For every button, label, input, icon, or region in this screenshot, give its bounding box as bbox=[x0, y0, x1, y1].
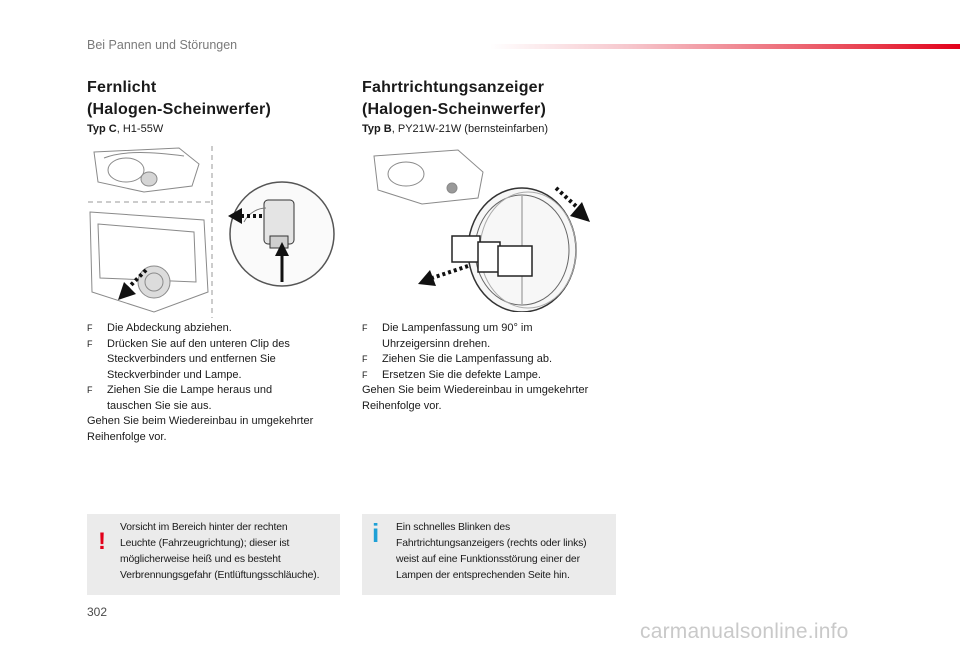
notice-line: Verbrennungsgefahr (Entlüftungsschläuche). bbox=[120, 570, 320, 581]
step-text: Ziehen Sie die Lampenfassung ab. bbox=[382, 353, 553, 365]
headlamp-outline-top bbox=[94, 148, 199, 192]
step-text: tauschen Sie sie aus. bbox=[107, 399, 212, 412]
step-text: Drücken Sie auf den unteren Clip des bbox=[107, 337, 290, 350]
instruction-list bbox=[87, 321, 337, 445]
title-line: Fernlicht bbox=[87, 79, 157, 96]
headlamp-outline-bottom bbox=[90, 212, 208, 312]
warning-notice bbox=[87, 514, 340, 595]
step-text: Ersetzen Sie die defekte Lampe. bbox=[382, 368, 541, 381]
lamp-type-label: Typ B bbox=[362, 123, 392, 135]
bullet-icon: F bbox=[362, 354, 368, 364]
notice-line: weist auf eine Funktionsstörung einer der bbox=[396, 554, 580, 565]
instruction-step bbox=[87, 337, 337, 384]
warning-exclamation-icon: ! bbox=[98, 528, 106, 555]
title-line: (Halogen-Scheinwerfer) bbox=[87, 101, 271, 118]
step-text: Steckverbinder und Lampe. bbox=[107, 368, 242, 381]
instruction-step bbox=[362, 321, 612, 352]
notice-line: Leuchte (Fahrzeugrichtung); dieser ist bbox=[120, 538, 290, 549]
page-number: 302 bbox=[87, 605, 108, 619]
pull-out-arrow-icon bbox=[418, 266, 468, 286]
turn-signal-bulb-illustration bbox=[368, 142, 618, 312]
bullet-icon: F bbox=[87, 338, 93, 349]
step-text: Uhrzeigersinn drehen. bbox=[382, 337, 491, 350]
notice-text bbox=[396, 520, 614, 584]
info-notice bbox=[362, 514, 616, 595]
step-text: Steckverbinders und entfernen Sie bbox=[107, 353, 276, 365]
notice-line: Fahrtrichtungsanzeigers (rechts oder links) bbox=[396, 538, 587, 549]
bullet-icon: F bbox=[87, 385, 93, 395]
lamp-type-value: , H1-55W bbox=[116, 123, 164, 135]
instruction-step bbox=[362, 352, 612, 368]
section-title-high-beam bbox=[87, 77, 271, 121]
notice-line: Lampen der entsprechenden Seite hin. bbox=[396, 570, 570, 581]
info-i-icon: i bbox=[372, 518, 380, 548]
headlamp-outline bbox=[374, 150, 483, 204]
reassembly-note bbox=[362, 383, 612, 414]
lamp-type-value: , PY21W-21W (bernsteinfarben) bbox=[391, 123, 549, 135]
instruction-step bbox=[87, 383, 337, 414]
instruction-list bbox=[362, 321, 612, 414]
bullet-icon: F bbox=[87, 323, 93, 333]
bullet-icon: F bbox=[362, 323, 368, 333]
reassembly-note bbox=[87, 414, 337, 445]
bullet-icon: F bbox=[362, 369, 368, 380]
notice-text bbox=[120, 520, 340, 584]
step-text: Die Lampenfassung um 90° im bbox=[382, 322, 533, 334]
section-title-turn-signal bbox=[362, 77, 546, 121]
title-line: Fahrtrichtungsanzeiger bbox=[362, 79, 545, 96]
notice-line: Vorsicht im Bereich hinter der rechten bbox=[120, 522, 288, 533]
lamp-type-label: Typ C bbox=[87, 123, 117, 135]
note-text: Gehen Sie beim Wiedereinbau in umgekehrter bbox=[87, 415, 314, 427]
instruction-step bbox=[362, 368, 612, 384]
note-text: Reihenfolge vor. bbox=[87, 430, 167, 443]
watermark: carmanualsonline.info bbox=[640, 620, 849, 643]
note-text: Gehen Sie beim Wiedereinbau in umgekehrter bbox=[362, 384, 589, 396]
section-header: Bei Pannen und Störungen bbox=[87, 38, 238, 52]
title-line: (Halogen-Scheinwerfer) bbox=[362, 101, 546, 118]
header-accent-bar bbox=[490, 44, 960, 49]
lamp-type-line bbox=[362, 123, 548, 135]
high-beam-bulb-illustration bbox=[84, 142, 340, 318]
step-text: Die Abdeckung abziehen. bbox=[107, 322, 232, 334]
note-text: Reihenfolge vor. bbox=[362, 399, 442, 412]
notice-line: möglicherweise heiß und es besteht bbox=[120, 554, 281, 565]
step-text: Ziehen Sie die Lampe heraus und bbox=[107, 384, 273, 396]
notice-line: Ein schnelles Blinken des bbox=[396, 522, 511, 533]
lamp-type-line bbox=[87, 123, 163, 135]
instruction-step bbox=[87, 321, 337, 337]
